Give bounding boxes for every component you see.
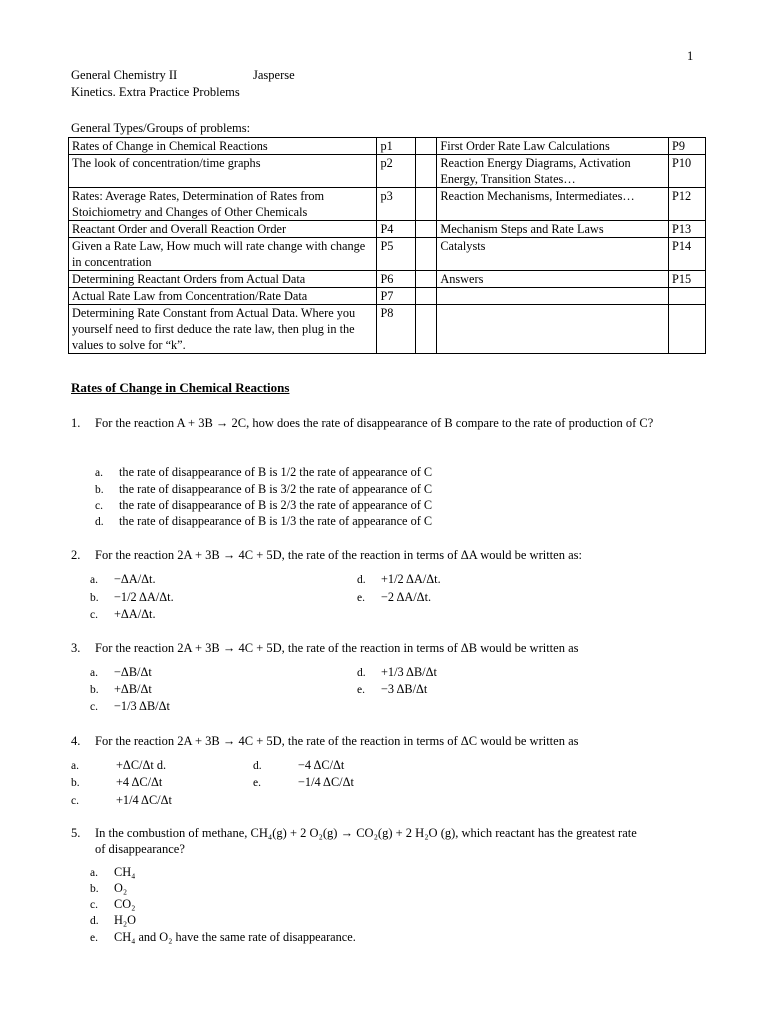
page-cell: P12 xyxy=(668,188,705,221)
spacer-cell xyxy=(416,138,437,155)
q4-option-c[interactable] xyxy=(71,792,172,809)
spacer-cell xyxy=(416,238,437,271)
topic-cell: Reaction Mechanisms, Intermediates… xyxy=(437,188,669,221)
topics-table-row xyxy=(69,138,706,155)
option-letter: b. xyxy=(90,883,99,895)
page-cell: P4 xyxy=(377,221,416,238)
q5-option-a[interactable] xyxy=(90,864,135,881)
spacer-cell xyxy=(416,155,437,188)
topic-cell: Catalysts xyxy=(437,238,669,271)
q4-option-a[interactable] xyxy=(71,757,166,774)
option-text: +ΔC/Δt d. xyxy=(116,758,167,772)
option-letter: a. xyxy=(71,760,79,772)
q5-option-d[interactable] xyxy=(90,912,136,929)
q2-option-d[interactable] xyxy=(357,571,441,588)
option-text: −1/3 ΔB/Δt xyxy=(114,699,170,713)
topic-cell: Actual Rate Law from Concentration/Rate Data xyxy=(69,288,377,305)
q5-option-e[interactable] xyxy=(90,929,356,946)
page-cell: P13 xyxy=(668,221,705,238)
section-title: Rates of Change in Chemical Reactions xyxy=(71,380,290,395)
question-text: For the reaction 2A + 3B → 4C + 5D, the rate of the reaction in terms of ΔC would be written as xyxy=(95,734,579,748)
q3-option-a[interactable] xyxy=(90,664,152,681)
option-letter: b. xyxy=(90,592,99,604)
page-cell: P7 xyxy=(377,288,416,305)
topics-table-row xyxy=(69,305,706,354)
option-text: +1/4 ΔC/Δt xyxy=(116,793,172,807)
question-number: 3. xyxy=(71,641,81,655)
option-text: +ΔB/Δt xyxy=(114,682,152,696)
instructor-name: Jasperse xyxy=(253,68,295,82)
question-text-line2: of disappearance? xyxy=(95,842,185,856)
question-text: For the reaction A + 3B → 2C, how does the rate of disappearance of B compare to the rate of production of C? xyxy=(95,416,654,430)
page-cell: P8 xyxy=(377,305,416,354)
option-text: CH₄ and O₂ have the same rate of disappearance. xyxy=(114,930,356,944)
topic-cell: Mechanism Steps and Rate Laws xyxy=(437,221,669,238)
q4-option-b[interactable] xyxy=(71,774,162,791)
option-letter: c. xyxy=(90,701,98,713)
topics-table-row xyxy=(69,288,706,305)
option-text: −ΔA/Δt. xyxy=(114,572,156,586)
question-text-line1: In the combustion of methane, CH₄(g) + 2 O₂(g) → CO₂(g) + 2 H₂O (g), which reactant has the greatest rate xyxy=(95,826,637,840)
option-letter: c. xyxy=(90,899,98,911)
q3-option-c[interactable] xyxy=(90,698,170,715)
q1-option-b[interactable] xyxy=(95,481,432,498)
q1-option-c[interactable] xyxy=(95,497,432,514)
topic-cell: Rates of Change in Chemical Reactions xyxy=(69,138,377,155)
option-text: −1/2 ΔA/Δt. xyxy=(114,590,174,604)
option-text: +ΔA/Δt. xyxy=(114,607,156,621)
option-text: +4 ΔC/Δt xyxy=(116,775,163,789)
q4-option-e[interactable] xyxy=(253,774,354,791)
option-letter: a. xyxy=(90,867,98,879)
topics-table-row xyxy=(69,271,706,288)
q3-option-e[interactable] xyxy=(357,681,427,698)
question-text: For the reaction 2A + 3B → 4C + 5D, the rate of the reaction in terms of ΔA would be written as: xyxy=(95,548,582,562)
page-number: 1 xyxy=(687,49,694,63)
option-text: H₂O xyxy=(114,913,137,927)
option-text: the rate of disappearance of B is 3/2 the rate of appearance of C xyxy=(119,482,433,496)
q3-option-d[interactable] xyxy=(357,664,437,681)
question-number: 2. xyxy=(71,548,81,562)
spacer-cell xyxy=(416,271,437,288)
question-text: For the reaction 2A + 3B → 4C + 5D, the rate of the reaction in terms of ΔB would be written as xyxy=(95,641,579,655)
q1-option-a[interactable] xyxy=(95,464,432,481)
question-number: 4. xyxy=(71,734,81,748)
option-text: −4 ΔC/Δt xyxy=(298,758,345,772)
page-cell: P9 xyxy=(668,138,705,155)
q2-option-c[interactable] xyxy=(90,606,156,623)
option-letter: b. xyxy=(90,684,99,696)
option-text: the rate of disappearance of B is 1/2 the rate of appearance of C xyxy=(119,465,433,479)
option-text: −3 ΔB/Δt xyxy=(381,682,428,696)
page-cell xyxy=(668,305,705,354)
option-letter: e. xyxy=(90,932,98,944)
q5-option-c[interactable] xyxy=(90,896,135,913)
q2-option-a[interactable] xyxy=(90,571,156,588)
option-text: −ΔB/Δt xyxy=(114,665,152,679)
option-letter: c. xyxy=(71,795,79,807)
topic-cell xyxy=(437,288,669,305)
types-heading: General Types/Groups of problems: xyxy=(71,121,251,135)
worksheet-subtitle: Kinetics. Extra Practice Problems xyxy=(71,85,240,99)
topic-cell: Reaction Energy Diagrams, Activation Energy, Transition States… xyxy=(437,155,669,188)
option-text: +1/3 ΔB/Δt xyxy=(381,665,437,679)
page-cell: P15 xyxy=(668,271,705,288)
course-title: General Chemistry II xyxy=(71,68,178,82)
q5-option-b[interactable] xyxy=(90,880,127,897)
page-cell: p3 xyxy=(377,188,416,221)
option-text: the rate of disappearance of B is 1/3 the rate of appearance of C xyxy=(119,514,433,528)
q1-option-d[interactable] xyxy=(95,513,432,530)
topics-table xyxy=(68,137,706,354)
topic-cell: The look of concentration/time graphs xyxy=(69,155,377,188)
topic-cell: Rates: Average Rates, Determination of Rates from Stoichiometry and Changes of Other Chemicals xyxy=(69,188,377,221)
option-letter: d. xyxy=(357,667,366,679)
option-letter: a. xyxy=(90,667,98,679)
page-cell: P10 xyxy=(668,155,705,188)
page-cell xyxy=(668,288,705,305)
q4-option-d[interactable] xyxy=(253,757,344,774)
option-text: CH₄ xyxy=(114,865,136,879)
q2-option-e[interactable] xyxy=(357,589,431,606)
topic-cell: Determining Reactant Orders from Actual Data xyxy=(69,271,377,288)
option-letter: a. xyxy=(95,467,103,479)
spacer-cell xyxy=(416,221,437,238)
page-cell: p1 xyxy=(377,138,416,155)
spacer-cell xyxy=(416,288,437,305)
option-letter: d. xyxy=(253,760,262,772)
option-letter: a. xyxy=(90,574,98,586)
page-cell: P6 xyxy=(377,271,416,288)
page-cell: P5 xyxy=(377,238,416,271)
page-cell: P14 xyxy=(668,238,705,271)
topic-cell: First Order Rate Law Calculations xyxy=(437,138,669,155)
option-letter: d. xyxy=(90,915,99,927)
option-text: −2 ΔA/Δt. xyxy=(381,590,432,604)
spacer-cell xyxy=(416,188,437,221)
option-text: O₂ xyxy=(114,881,128,895)
q2-option-b[interactable] xyxy=(90,589,174,606)
option-letter: d. xyxy=(95,516,104,528)
option-text: −1/4 ΔC/Δt xyxy=(298,775,354,789)
question-number: 5. xyxy=(71,826,81,840)
option-letter: e. xyxy=(357,684,365,696)
option-text: the rate of disappearance of B is 2/3 the rate of appearance of C xyxy=(119,498,433,512)
question-number: 1. xyxy=(71,416,81,430)
option-text: CO₂ xyxy=(114,897,136,911)
option-text: +1/2 ΔA/Δt. xyxy=(381,572,441,586)
topics-table-row xyxy=(69,238,706,271)
option-letter: b. xyxy=(95,484,104,496)
topic-cell: Determining Rate Constant from Actual Data. Where you yourself need to first deduce the rate law, then plug in the values to solve for “k”. xyxy=(69,305,377,354)
topic-cell: Reactant Order and Overall Reaction Order xyxy=(69,221,377,238)
topics-table-row xyxy=(69,188,706,221)
topics-table-row xyxy=(69,155,706,188)
option-letter: e. xyxy=(253,777,261,789)
spacer-cell xyxy=(416,305,437,354)
option-letter: c. xyxy=(90,609,98,621)
option-letter: c. xyxy=(95,500,103,512)
topic-cell xyxy=(437,305,669,354)
option-letter: e. xyxy=(357,592,365,604)
q3-option-b[interactable] xyxy=(90,681,152,698)
topic-cell: Given a Rate Law, How much will rate change with change in concentration xyxy=(69,238,377,271)
option-letter: d. xyxy=(357,574,366,586)
topic-cell: Answers xyxy=(437,271,669,288)
topics-table-row xyxy=(69,221,706,238)
option-letter: b. xyxy=(71,777,80,789)
page-cell: p2 xyxy=(377,155,416,188)
